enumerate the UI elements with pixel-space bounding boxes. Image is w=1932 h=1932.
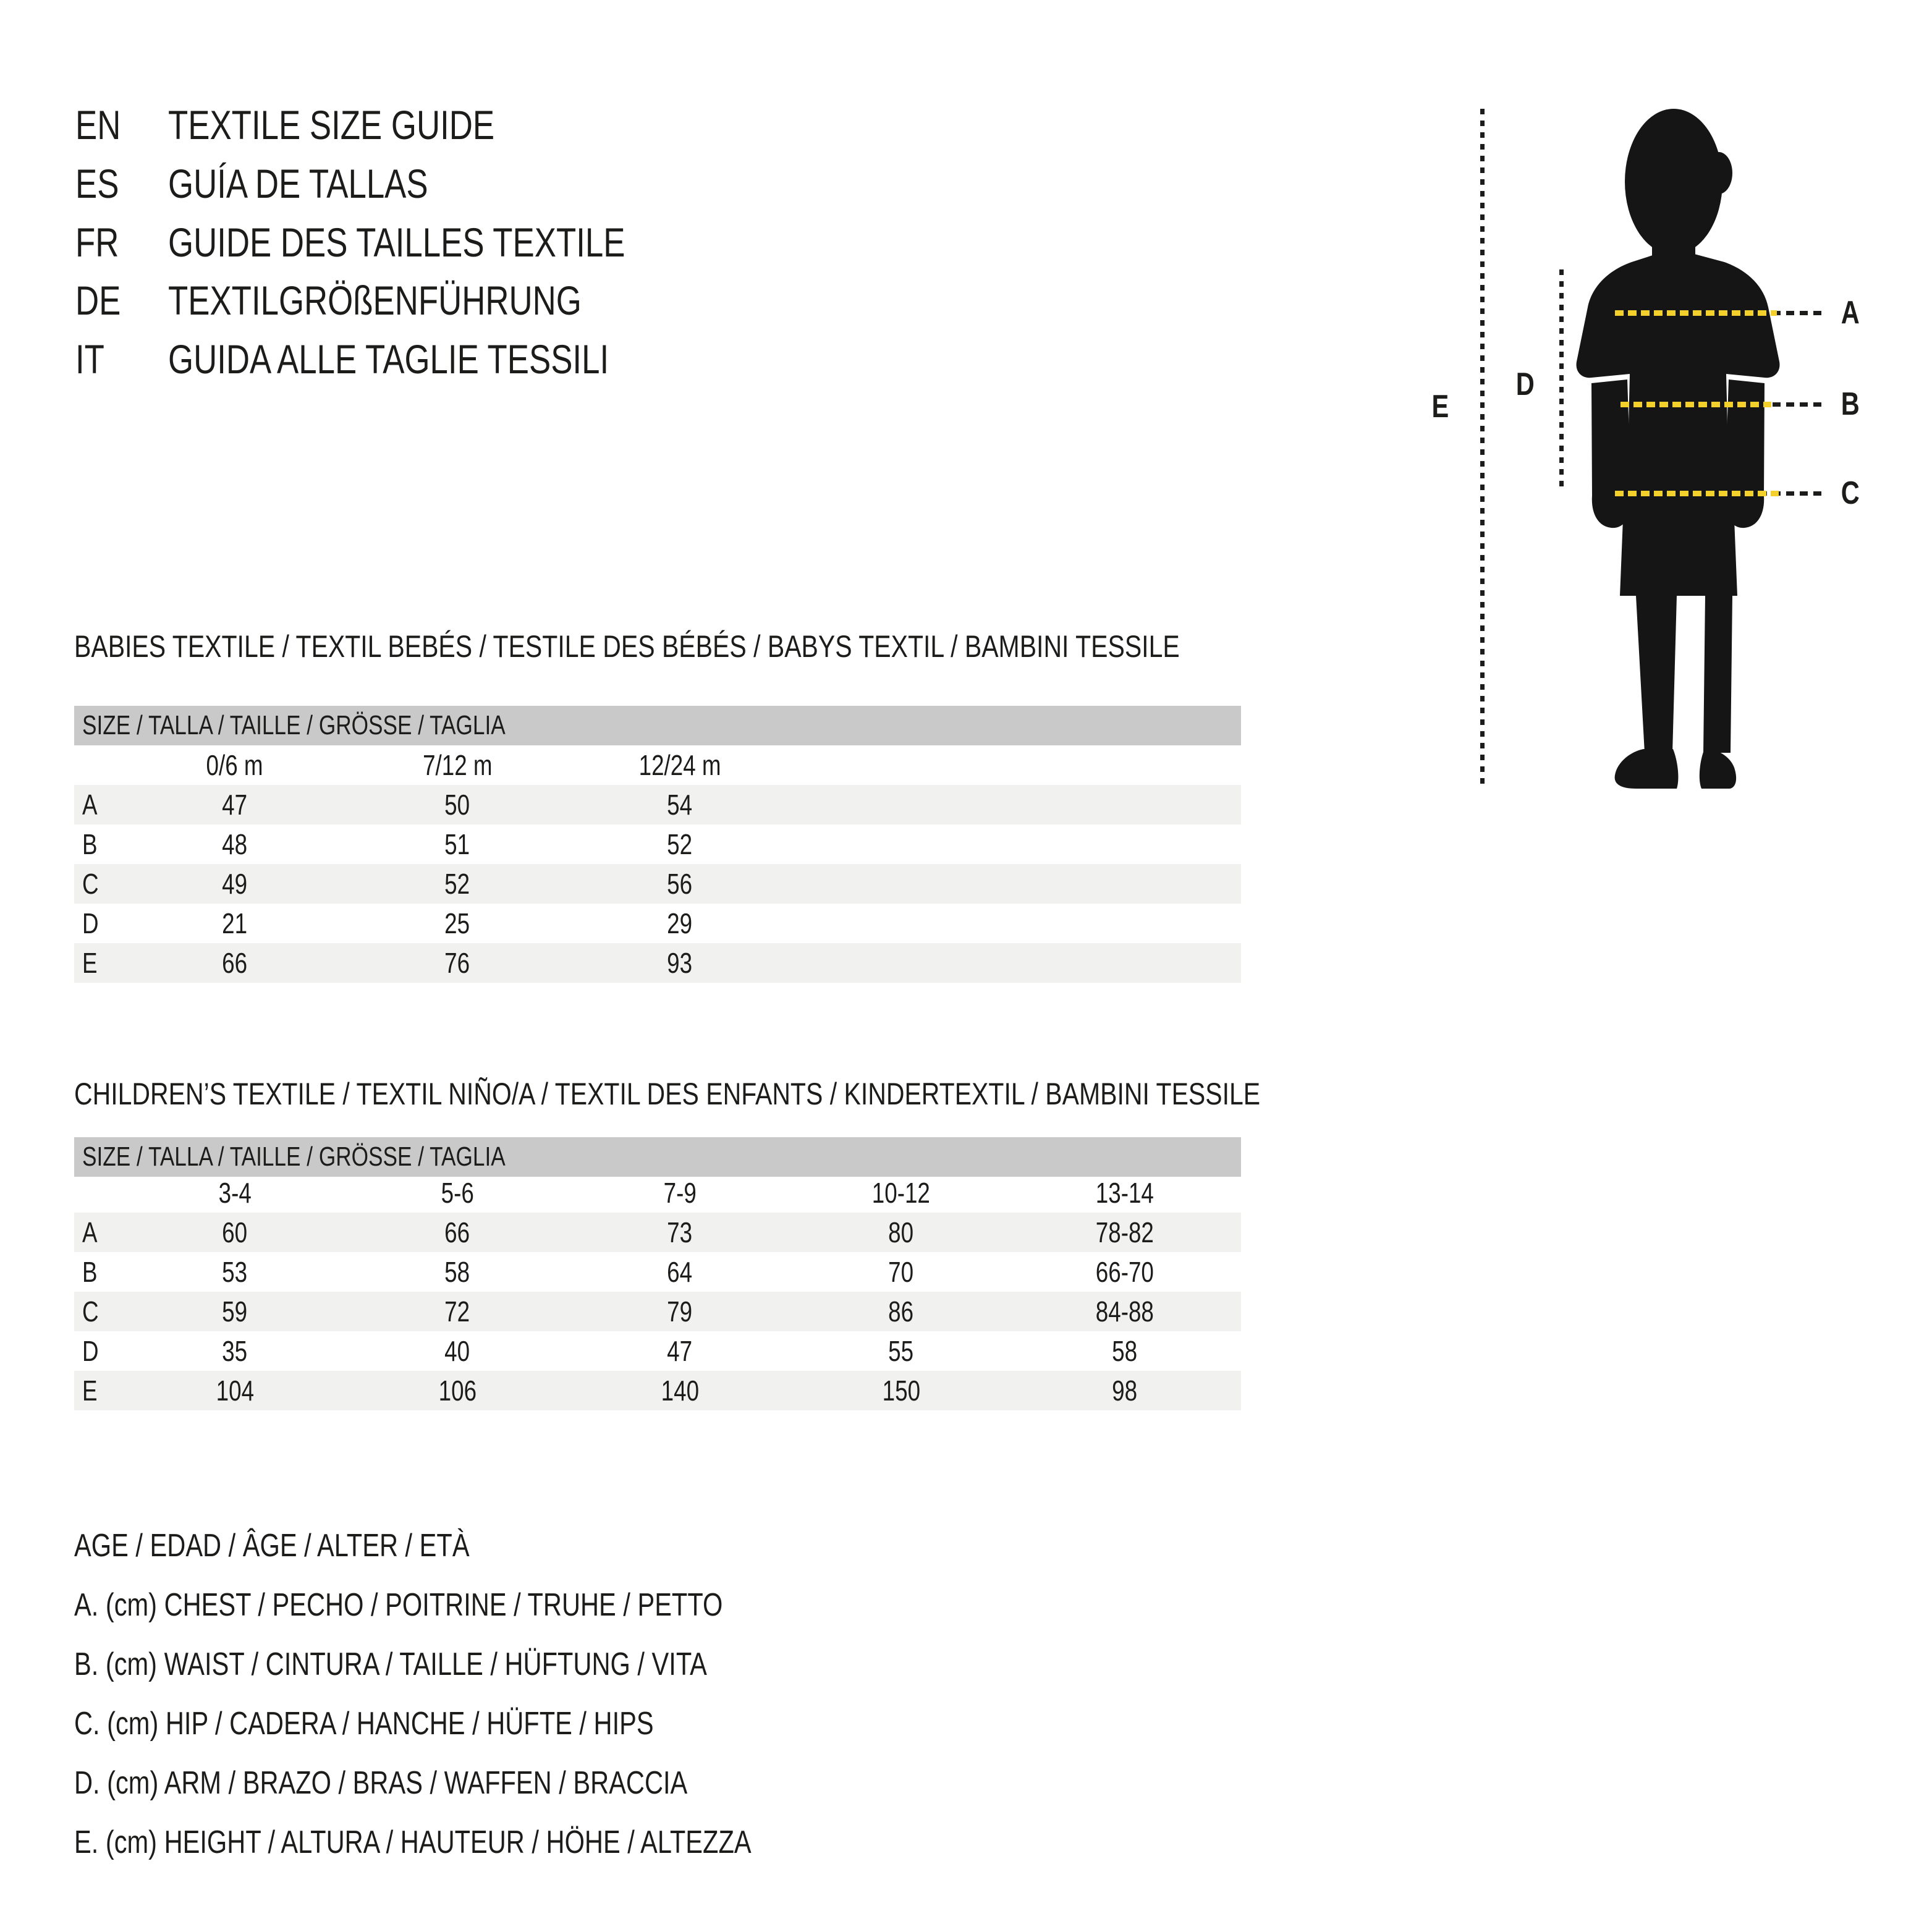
row-label: A (82, 789, 98, 821)
row-label: D (82, 907, 99, 939)
table-cell: 66-70 (1095, 1256, 1155, 1288)
babies-row-b (74, 824, 1241, 864)
table-cell: 35 (222, 1335, 248, 1367)
child-silhouette (1573, 109, 1783, 789)
table-cell: 106 (438, 1375, 477, 1407)
table-cell: 58 (1112, 1335, 1138, 1367)
babies-col-12-24m: 12/24 m (638, 749, 721, 781)
language-title: TEXTILGRÖßENFÜHRUNG (168, 278, 582, 323)
babies-size-header-bar (74, 706, 1241, 745)
table-cell: 53 (222, 1256, 248, 1288)
table-cell: 25 (444, 907, 470, 939)
language-title: GUÍA DE TALLAS (168, 161, 428, 206)
row-label: E (82, 947, 98, 979)
language-title: GUIDA ALLE TAGLIE TESSILI (168, 336, 609, 382)
children-row-b (74, 1252, 1241, 1292)
table-cell: 47 (222, 789, 248, 821)
table-cell: 76 (444, 947, 470, 979)
babies-row-a (74, 785, 1241, 824)
table-cell: 54 (667, 789, 693, 821)
table-cell: 52 (444, 868, 470, 900)
babies-section-title: BABIES TEXTILE / TEXTIL BEBÉS / TESTILE DES BÉBÉS / BABYS TEXTIL / BAMBINI TESSILE (74, 629, 1180, 664)
row-label: D (82, 1335, 99, 1367)
table-cell: 78-82 (1095, 1216, 1155, 1248)
row-label: E (82, 1375, 98, 1407)
table-cell: 55 (888, 1335, 914, 1367)
table-cell: 64 (667, 1256, 693, 1288)
table-cell: 47 (667, 1335, 693, 1367)
children-col-7-9: 7-9 (663, 1177, 697, 1209)
table-cell: 93 (667, 947, 693, 979)
table-cell: 52 (667, 828, 693, 860)
children-col-3-4: 3-4 (218, 1177, 252, 1209)
chest-measure-line-a (1615, 310, 1777, 316)
language-title: GUIDE DES TAILLES TEXTILE (168, 219, 625, 265)
row-label: C (82, 868, 99, 900)
table-cell: 86 (888, 1295, 914, 1328)
legend-age: AGE / EDAD / ÂGE / ALTER / ETÀ (74, 1528, 470, 1564)
table-cell: 72 (444, 1295, 470, 1328)
babies-col-7-12m: 7/12 m (422, 749, 493, 781)
children-row-c (74, 1292, 1241, 1331)
children-column-header-row (74, 1173, 1241, 1213)
table-cell: 58 (444, 1256, 470, 1288)
language-code: FR (75, 219, 119, 265)
children-size-header-text: SIZE / TALLA / TAILLE / GRÖSSE / TAGLIA (82, 1142, 506, 1172)
row-label: C (82, 1295, 99, 1328)
measure-label-e: E (1431, 389, 1449, 425)
children-section-title: CHILDREN’S TEXTILE / TEXTIL NIÑO/A / TEXTIL DES ENFANTS / KINDERTEXTIL / BAMBINI TESSILE (74, 1077, 1261, 1111)
table-cell: 21 (222, 907, 248, 939)
table-cell: 49 (222, 868, 248, 900)
table-cell: 48 (222, 828, 248, 860)
arm-dotted-line-d (1559, 269, 1564, 487)
children-row-e (74, 1371, 1241, 1410)
height-dotted-line-e (1480, 109, 1485, 784)
table-cell: 51 (444, 828, 470, 860)
table-cell: 29 (667, 907, 693, 939)
children-row-d (74, 1331, 1241, 1371)
children-row-a (74, 1213, 1241, 1252)
legend-waist: B. (cm) WAIST / CINTURA / TAILLE / HÜFTUNG / VITA (74, 1646, 707, 1682)
table-cell: 56 (667, 868, 693, 900)
table-cell: 66 (444, 1216, 470, 1248)
row-label: B (82, 828, 98, 860)
babies-row-d (74, 904, 1241, 943)
children-col-5-6: 5-6 (441, 1177, 474, 1209)
measure-label-c: C (1841, 475, 1860, 511)
table-cell: 98 (1112, 1375, 1138, 1407)
table-cell: 70 (888, 1256, 914, 1288)
language-code: DE (75, 278, 121, 323)
table-cell: 79 (667, 1295, 693, 1328)
measure-label-d: D (1515, 366, 1535, 402)
language-code: EN (75, 102, 121, 148)
babies-size-header-text: SIZE / TALLA / TAILLE / GRÖSSE / TAGLIA (82, 710, 506, 740)
row-label: B (82, 1256, 98, 1288)
children-size-header-bar (74, 1137, 1241, 1177)
legend-hip: C. (cm) HIP / CADERA / HANCHE / HÜFTE / HIPS (74, 1706, 654, 1742)
row-label: A (82, 1216, 98, 1248)
children-col-13-14: 13-14 (1095, 1177, 1155, 1209)
legend-height: E. (cm) HEIGHT / ALTURA / HAUTEUR / HÖHE / ALTEZZA (74, 1824, 752, 1860)
table-cell: 84-88 (1095, 1295, 1155, 1328)
table-cell: 40 (444, 1335, 470, 1367)
children-col-10-12: 10-12 (871, 1177, 931, 1209)
table-cell: 50 (444, 789, 470, 821)
table-cell: 59 (222, 1295, 248, 1328)
language-title: TEXTILE SIZE GUIDE (168, 102, 495, 148)
babies-col-0-6m: 0/6 m (206, 749, 264, 781)
babies-row-e (74, 943, 1241, 983)
table-cell: 60 (222, 1216, 248, 1248)
table-cell: 140 (661, 1375, 699, 1407)
waist-measure-line-b (1621, 402, 1771, 407)
babies-row-c (74, 864, 1241, 904)
table-cell: 73 (667, 1216, 693, 1248)
babies-column-header-row (74, 745, 1241, 785)
table-cell: 150 (882, 1375, 920, 1407)
child-silhouette-shapes (1577, 109, 1780, 789)
table-cell: 80 (888, 1216, 914, 1248)
measure-label-a: A (1841, 295, 1860, 331)
table-cell: 104 (216, 1375, 254, 1407)
legend-arm: D. (cm) ARM / BRAZO / BRAS / WAFFEN / BRACCIA (74, 1765, 688, 1801)
measure-label-b: B (1841, 386, 1860, 422)
language-code: ES (75, 161, 119, 206)
hip-measure-line-c (1615, 491, 1779, 496)
table-cell: 66 (222, 947, 248, 979)
language-code: IT (75, 336, 104, 382)
legend-chest: A. (cm) CHEST / PECHO / POITRINE / TRUHE / PETTO (74, 1587, 723, 1623)
